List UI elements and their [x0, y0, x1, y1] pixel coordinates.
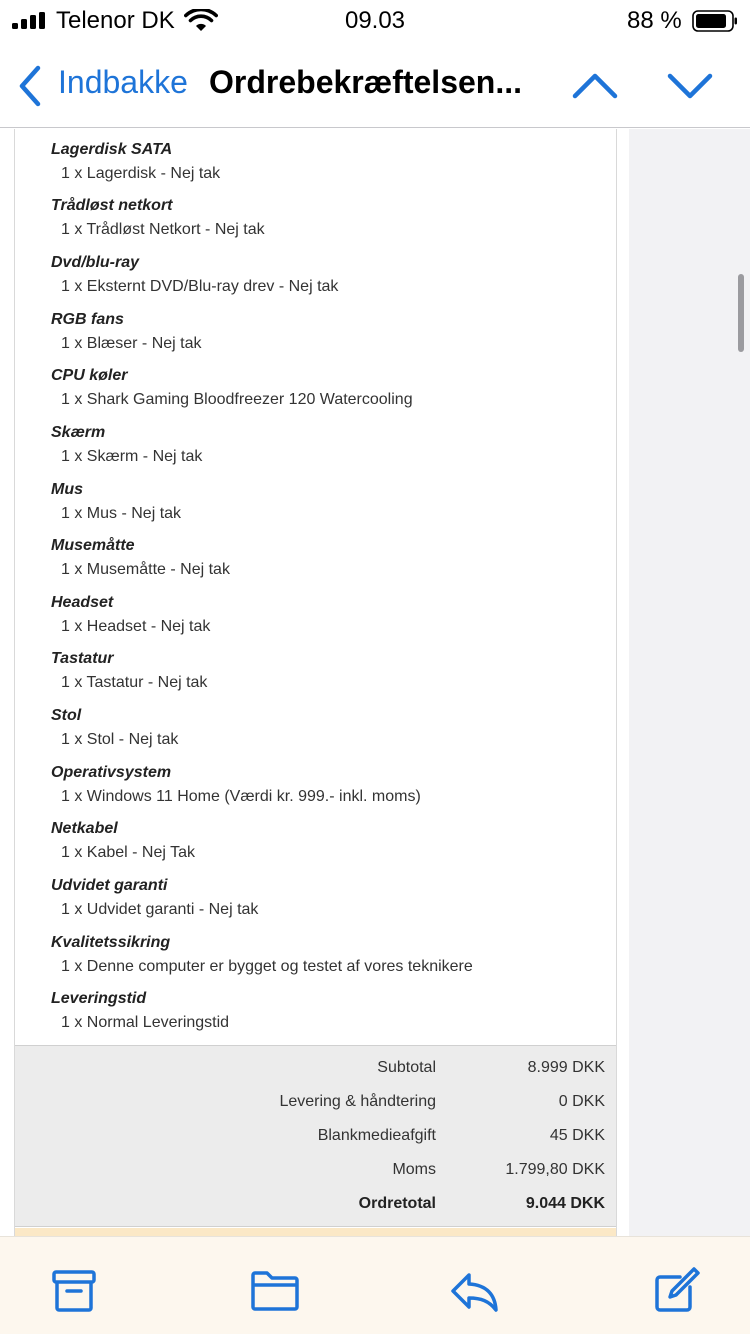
item-detail: 1 x Mus - Nej tak — [61, 505, 182, 522]
message-body-scroll-area[interactable] — [0, 129, 750, 1236]
item-name: Operativsystem — [51, 764, 172, 781]
item-detail: 1 x Normal Leveringstid — [61, 1014, 230, 1031]
item-name: Udvidet garanti — [51, 877, 168, 894]
order-item — [51, 536, 230, 580]
mail-toolbar — [0, 1236, 750, 1334]
folder-icon[interactable] — [249, 1265, 301, 1317]
order-item — [51, 310, 201, 354]
clock: 09.03 — [344, 7, 406, 34]
previous-message-chevron-up-icon[interactable] — [571, 66, 619, 106]
item-name: CPU køler — [51, 367, 128, 384]
totals-row-subtotal — [15, 1059, 616, 1083]
order-item — [51, 366, 413, 410]
totals-label: Ordretotal — [358, 1195, 436, 1212]
item-name: RGB fans — [51, 311, 124, 328]
totals-value: 45 DKK — [549, 1127, 605, 1144]
totals-row-order-total — [15, 1195, 616, 1219]
item-name: Netkabel — [51, 820, 118, 837]
back-to-inbox-link[interactable]: Indbakke — [58, 64, 188, 100]
reply-icon[interactable] — [449, 1265, 501, 1317]
item-name: Lagerdisk SATA — [51, 141, 173, 158]
totals-value: 1.799,80 DKK — [505, 1161, 605, 1178]
totals-label: Levering & håndtering — [279, 1093, 436, 1110]
totals-value: 0 DKK — [558, 1093, 605, 1110]
item-name: Tastatur — [51, 650, 114, 667]
order-item — [51, 763, 421, 807]
item-name: Musemåtte — [51, 537, 135, 554]
order-item — [51, 480, 181, 524]
order-item — [51, 706, 178, 750]
item-detail: 1 x Udvidet garanti - Nej tak — [61, 901, 259, 918]
order-card — [14, 129, 617, 1236]
item-detail: 1 x Windows 11 Home (Værdi kr. 999.- inkl. moms) — [61, 788, 421, 805]
battery-percent: 88 % — [627, 7, 682, 34]
item-name: Headset — [51, 594, 114, 611]
message-subject-title: Ordrebekræftelsen... — [209, 64, 522, 100]
item-detail: 1 x Denne computer er bygget og testet af vores teknikere — [61, 958, 473, 975]
order-item — [51, 253, 338, 297]
battery-icon — [692, 10, 738, 32]
item-name: Trådløst netkort — [51, 197, 173, 214]
mail-nav-bar — [0, 44, 750, 128]
right-gutter — [629, 129, 750, 1236]
order-item — [51, 819, 195, 863]
order-item — [51, 593, 210, 637]
item-detail: 1 x Blæser - Nej tak — [61, 335, 202, 352]
order-item — [51, 196, 265, 240]
order-item — [51, 989, 229, 1033]
totals-value: 8.999 DKK — [527, 1059, 605, 1076]
item-name: Leveringstid — [51, 990, 147, 1007]
totals-label: Blankmedieafgift — [317, 1127, 436, 1144]
item-detail: 1 x Musemåtte - Nej tak — [61, 561, 230, 578]
totals-label: Moms — [392, 1161, 436, 1178]
order-item — [51, 423, 202, 467]
status-bar — [0, 0, 750, 44]
compose-icon[interactable] — [650, 1265, 702, 1317]
item-detail: 1 x Stol - Nej tak — [61, 731, 179, 748]
order-item — [51, 933, 473, 977]
totals-row-media-fee — [15, 1127, 616, 1151]
totals-row-shipping — [15, 1093, 616, 1117]
item-detail: 1 x Shark Gaming Bloodfreezer 120 Watercooling — [61, 391, 413, 408]
archive-icon[interactable] — [48, 1265, 100, 1317]
totals-label: Subtotal — [377, 1059, 436, 1076]
order-item — [51, 140, 220, 184]
item-name: Dvd/blu-ray — [51, 254, 140, 271]
back-chevron-icon[interactable] — [16, 64, 44, 108]
order-item — [51, 649, 207, 693]
carrier-name: Telenor DK — [56, 7, 175, 34]
next-message-chevron-down-icon[interactable] — [666, 66, 714, 106]
item-detail: 1 x Headset - Nej tak — [61, 618, 211, 635]
item-name: Mus — [51, 481, 83, 498]
order-item — [51, 876, 258, 920]
item-detail: 1 x Tastatur - Nej tak — [61, 674, 208, 691]
item-name: Skærm — [51, 424, 106, 441]
item-detail: 1 x Eksternt DVD/Blu-ray drev - Nej tak — [61, 278, 339, 295]
item-detail: 1 x Lagerdisk - Nej tak — [61, 165, 221, 182]
order-totals — [15, 1045, 616, 1227]
item-name: Stol — [51, 707, 82, 724]
totals-row-vat — [15, 1161, 616, 1185]
item-detail: 1 x Kabel - Nej Tak — [61, 844, 195, 861]
footer-banner-edge — [15, 1228, 616, 1236]
item-detail: 1 x Trådløst Netkort - Nej tak — [61, 221, 265, 238]
vertical-scrollbar[interactable] — [738, 274, 744, 352]
item-detail: 1 x Skærm - Nej tak — [61, 448, 203, 465]
item-name: Kvalitetssikring — [51, 934, 171, 951]
totals-value: 9.044 DKK — [525, 1195, 605, 1212]
